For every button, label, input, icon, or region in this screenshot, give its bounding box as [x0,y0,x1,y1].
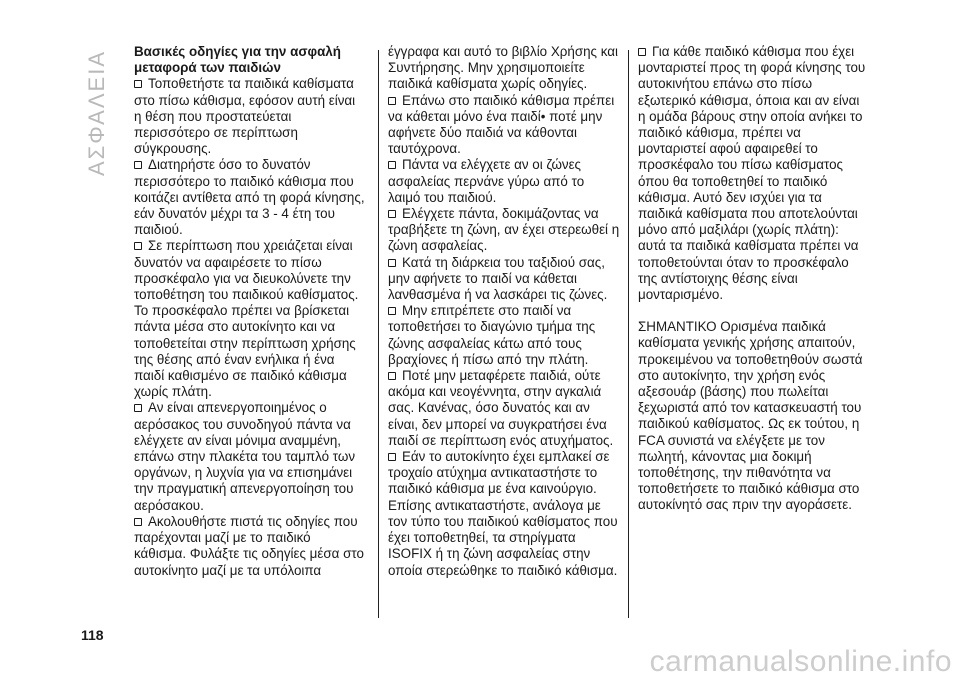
continuation-text: έγγραφα και αυτό το βιβλίο Χρήσης και Συντήρησης. Μην χρησιμοποιείτε παιδικά καθίσματα χωρίς οδηγίες. [388,44,618,92]
bullet-item: Μην επιτρέπετε στο παιδί να τοποθετήσει το διαγώνιο τμήμα της ζώνης ασφαλείας κάτω από τους βραχίονες ή πίσω από την πλάτη. [388,303,620,368]
bullet-item: Για κάθε παιδικό κάθισμα που έχει μονταριστεί προς τη φορά κίνησης του αυτοκινήτου επάνω στο πίσω εξωτερικό κάθισμα, όποια και αν είναι η ομάδα βάρους στην οποία ανήκει το παιδικό κάθισμα, πρέπει να μονταριστεί αφού αφαιρεθεί το προσκέφαλο του πίσω καθίσματος όπου θα τοποθετηθεί το παιδικό κάθισμα. Αυτό δεν ισχύει για τα παιδικά καθίσματα που αποτελούνται μόνο από μαξιλάρι (χωρίς πλάτη): αυτά τα παιδικά καθίσματα πρέπει να τοποθετούνται όταν το προσκέφαλο της αντίστοιχης θέσης είναι μονταρισμένο. [638,44,870,303]
bullet-item: Τοποθετήστε τα παιδικά καθίσματα στο πίσω κάθισμα, εφόσον αυτή είναι η θέση που προστατεύεται περισσότερο σε περίπτωση σύγκρουσης. [134,76,366,157]
column-divider [628,50,629,618]
bullet-item: Σε περίπτωση που χρειάζεται είναι δυνατόν να αφαιρέσετε το πίσω προσκέφαλο για να διευκολύνετε την τοποθέτηση του παιδικού καθίσματος. Το προσκέφαλο πρέπει να βρίσκεται πάντα μέσα στο αυτοκίνητο και να τοποθετείται στην περίπτωση χρήσης της θέσης από έναν ενήλικα ή ένα παιδί καθισμένο σε παιδικό κάθισμα χωρίς πλάτη. [134,238,366,400]
column-2 [388,44,620,579]
section-tab-label: ΑΣΦΑΛΕΙΑ [84,49,109,177]
bullet-item: Ακολουθήστε πιστά τις οδηγίες που παρέχονται μαζί με το παιδικό κάθισμα. Φυλάξτε τις οδηγίες μέσα στο αυτοκίνητο μαζί με τα υπόλοιπα [134,514,366,579]
bullet-item: Πάντα να ελέγχετε αν οι ζώνες ασφαλείας περνάνε γύρω από το λαιμό του παιδιού. [388,157,620,206]
bullet-item: Αν είναι απενεργοποιημένος ο αερόσακος του συνοδηγού πάντα να ελέγχετε αν είναι μόνιμα αναμμένη, επάνω στην πλακέτα του ταμπλό των οργάνων, η λυχνία για να επισημάνει την πραγματική απενεργοποίηση του αερόσακου. [134,400,366,513]
watermark: carmanualsonline.info [649,645,952,678]
section-heading: Βασικές οδηγίες για την ασφαλή μεταφορά των παιδιών [134,44,341,76]
page-number: 118 [81,627,104,643]
bullet-item: Εάν το αυτοκίνητο έχει εμπλακεί σε τροχαίο ατύχημα αντικαταστήστε το παιδικό κάθισμα με ένα καινούργιο. Επίσης αντικαταστήστε, ανάλογα με τον τύπο του παιδικού καθίσματος που έχει τοποθετηθεί, τα στηρίγματα ISOFIX ή τη ζώνη ασφαλείας στην οποία στερεώθηκε το παιδικό κάθισμα. [388,449,620,579]
bullet-item: Επάνω στο παιδικό κάθισμα πρέπει να κάθεται μόνο ένα παιδί• ποτέ μην αφήνετε δύο παιδιά να κάθονται ταυτόχρονα. [388,93,620,158]
column-divider [378,50,379,618]
bullet-item: Διατηρήστε όσο το δυνατόν περισσότερο το παιδικό κάθισμα που κοιτάζει αντίθετα από τη φορά κίνησης, εάν δυνατόν μέχρι τα 3 - 4 έτη του παιδιού. [134,157,365,238]
section-tab [84,48,110,178]
bullet-item: Ποτέ μην μεταφέρετε παιδιά, ούτε ακόμα και νεογέννητα, στην αγκαλιά σας. Κανένας, όσο δυνατός και αν είναι, δεν μπορεί να συγκρατήσει ένα παιδί σε περίπτωση ενός ατυχήματος. [388,368,620,449]
important-note: ΣΗΜΑΝΤΙΚΟ Ορισμένα παιδικά καθίσματα γενικής χρήσης απαιτούν, προκειμένου να τοποθετηθούν σωστά στο αυτοκίνητο, την χρήση ενός αξεσουάρ (βάσης) που πωλείται ξεχωριστά από τον κατασκευαστή του παιδικού καθίσματος. Ως εκ τούτου, η FCA συνιστά να ελέγξετε με τον πωλητή, κάνοντας μια δοκιμή τοποθέτησης, την πιθανότητα να τοποθετήσετε το παιδικό κάθισμα στο αυτοκίνητό σας πριν την αγοράσετε. [638,319,863,513]
bullet-item: Ελέγχετε πάντα, δοκιμάζοντας να τραβήξετε τη ζώνη, αν έχει στερεωθεί η ζώνη ασφαλείας. [388,206,620,254]
bullet-item: Κατά τη διάρκεια του ταξιδιού σας, μην αφήνετε το παιδί να κάθεται λανθασμένα ή να λασκάρει τις ζώνες. [388,255,620,304]
column-3 [638,44,870,514]
column-1 [134,44,366,579]
